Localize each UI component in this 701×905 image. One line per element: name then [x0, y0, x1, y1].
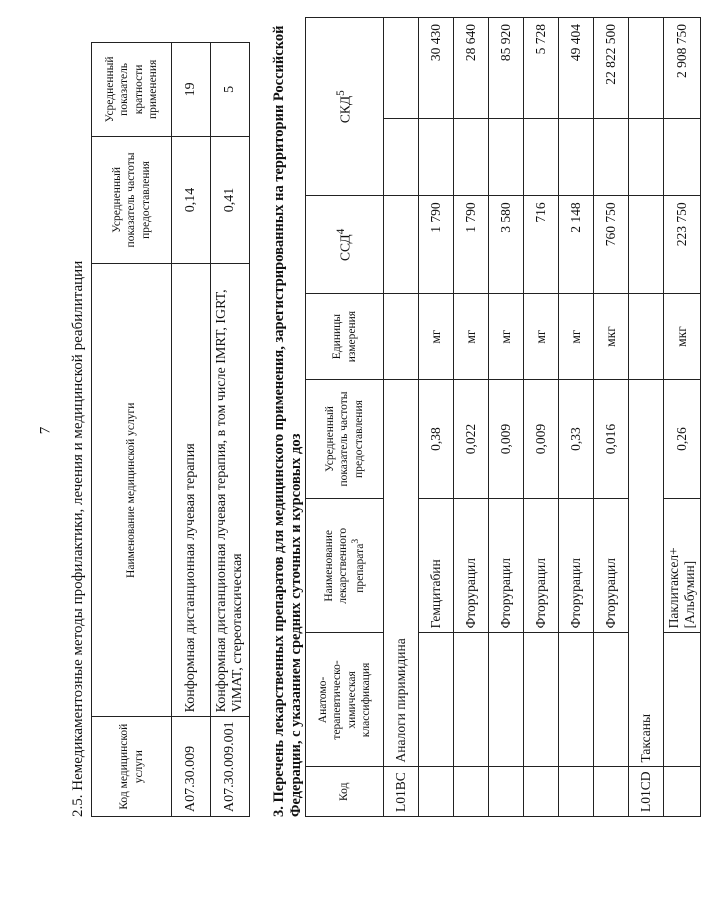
- drug-name: Паклитаксел+[Альбумин]: [664, 499, 701, 633]
- drug-skd: 22 822 500: [594, 18, 629, 119]
- drug-freq: 0,38: [419, 379, 454, 498]
- group-code: L01BC: [384, 767, 419, 817]
- table-row: [419, 18, 454, 817]
- service-freq: 0,14: [172, 136, 211, 263]
- service-mult: 19: [172, 43, 211, 137]
- header-skd-text: СКД: [337, 95, 353, 124]
- drug-skd: 30 430: [419, 18, 454, 119]
- page-number: 7: [37, 426, 54, 435]
- table-row: [211, 43, 250, 817]
- drug-freq: 0,33: [559, 379, 594, 498]
- drug-skd: 85 920: [489, 18, 524, 119]
- group-atc: Таксаны: [629, 379, 664, 767]
- drug-unit: мкг: [594, 294, 629, 380]
- drug-unit: мг: [454, 294, 489, 380]
- drug-unit: мг: [559, 294, 594, 380]
- header-freq: Усредненный показатель частоты предоставления: [306, 379, 384, 498]
- header-atc: Анатомо-терапевтическо-химическая классификация: [306, 633, 384, 767]
- drug-unit: мг: [419, 294, 454, 380]
- section-2-5-title: 2.5. Немедикаментозные методы профилактики, лечения и медицинской реабилитации: [70, 260, 86, 817]
- footnote-4: 4: [335, 228, 348, 235]
- group-code: L01CD: [629, 767, 664, 817]
- drugs-header-row: [306, 18, 384, 817]
- table-row: [489, 18, 524, 817]
- group-atc: Аналоги пиримидина: [384, 379, 419, 767]
- service-name: Конформная дистанционная лучевая терапия: [172, 264, 211, 717]
- group-row: [384, 18, 419, 817]
- drug-ssd: 1 790: [419, 196, 454, 294]
- drug-unit: мг: [524, 294, 559, 380]
- services-table: [91, 42, 250, 817]
- drug-ssd: 1 790: [454, 196, 489, 294]
- drug-skd: 2 908 750: [664, 18, 701, 119]
- section-3-title: 3. Перечень лекарственных препаратов для медицинского применения, зарегистрированных на территории Российской Федерации, с указанием средних суточных и курсовых доз: [271, 25, 304, 817]
- drug-ssd: 2 148: [559, 196, 594, 294]
- drug-skd: 49 404: [559, 18, 594, 119]
- drug-skd: 28 640: [454, 18, 489, 119]
- table-row: [664, 18, 701, 817]
- drug-name: Фторурацил: [489, 499, 524, 633]
- drug-name: Фторурацил: [524, 499, 559, 633]
- drug-name: Фторурацил: [559, 499, 594, 633]
- footnote-3: 3: [350, 538, 362, 544]
- service-mult: 5: [211, 43, 250, 137]
- drug-freq: 0,009: [489, 379, 524, 498]
- drug-freq: 0,016: [594, 379, 629, 498]
- drug-name: Фторурацил: [454, 499, 489, 633]
- drug-ssd: 3 580: [489, 196, 524, 294]
- drug-ssd: 760 750: [594, 196, 629, 294]
- header-freq: Усредненный показатель частоты предоставления: [92, 136, 172, 263]
- table-row: [594, 18, 629, 817]
- drug-freq: 0,26: [664, 379, 701, 498]
- drug-freq: 0,009: [524, 379, 559, 498]
- drug-ssd: 716: [524, 196, 559, 294]
- table-row: [559, 18, 594, 817]
- header-code: Код медицинской услуги: [92, 717, 172, 817]
- drug-freq: 0,022: [454, 379, 489, 498]
- drugs-table: [305, 17, 701, 817]
- header-unit: Единицы измерения: [306, 294, 384, 380]
- drug-skd: 5 728: [524, 18, 559, 119]
- header-skd: [306, 18, 384, 196]
- service-code: A07.30.009: [172, 717, 211, 817]
- header-drug-text: Наименование лекарственного препарата: [322, 527, 367, 604]
- footnote-5: 5: [335, 90, 348, 96]
- header-code: Код: [306, 767, 384, 817]
- service-freq: 0,41: [211, 136, 250, 263]
- header-name: Наименование медицинской услуги: [92, 264, 172, 717]
- drug-name: Фторурацил: [594, 499, 629, 633]
- group-row: [629, 18, 664, 817]
- service-code: A07.30.009.001: [211, 717, 250, 817]
- drug-unit: мкг: [664, 294, 701, 380]
- table-row: [454, 18, 489, 817]
- drug-name: Гемцитабин: [419, 499, 454, 633]
- header-mult: Усредненный показатель кратности применения: [92, 43, 172, 137]
- drug-unit: мг: [489, 294, 524, 380]
- table-row: [172, 43, 211, 817]
- header-ssd: [306, 196, 384, 294]
- services-header-row: [92, 43, 172, 817]
- drug-ssd: 223 750: [664, 196, 701, 294]
- service-name: Конформная дистанционная лучевая терапия, в том числе IMRT, IGRT, ViMAT, стереотаксическая: [211, 264, 250, 717]
- header-drug: [306, 499, 384, 633]
- table-row: [524, 18, 559, 817]
- header-ssd-text: ССД: [337, 234, 353, 261]
